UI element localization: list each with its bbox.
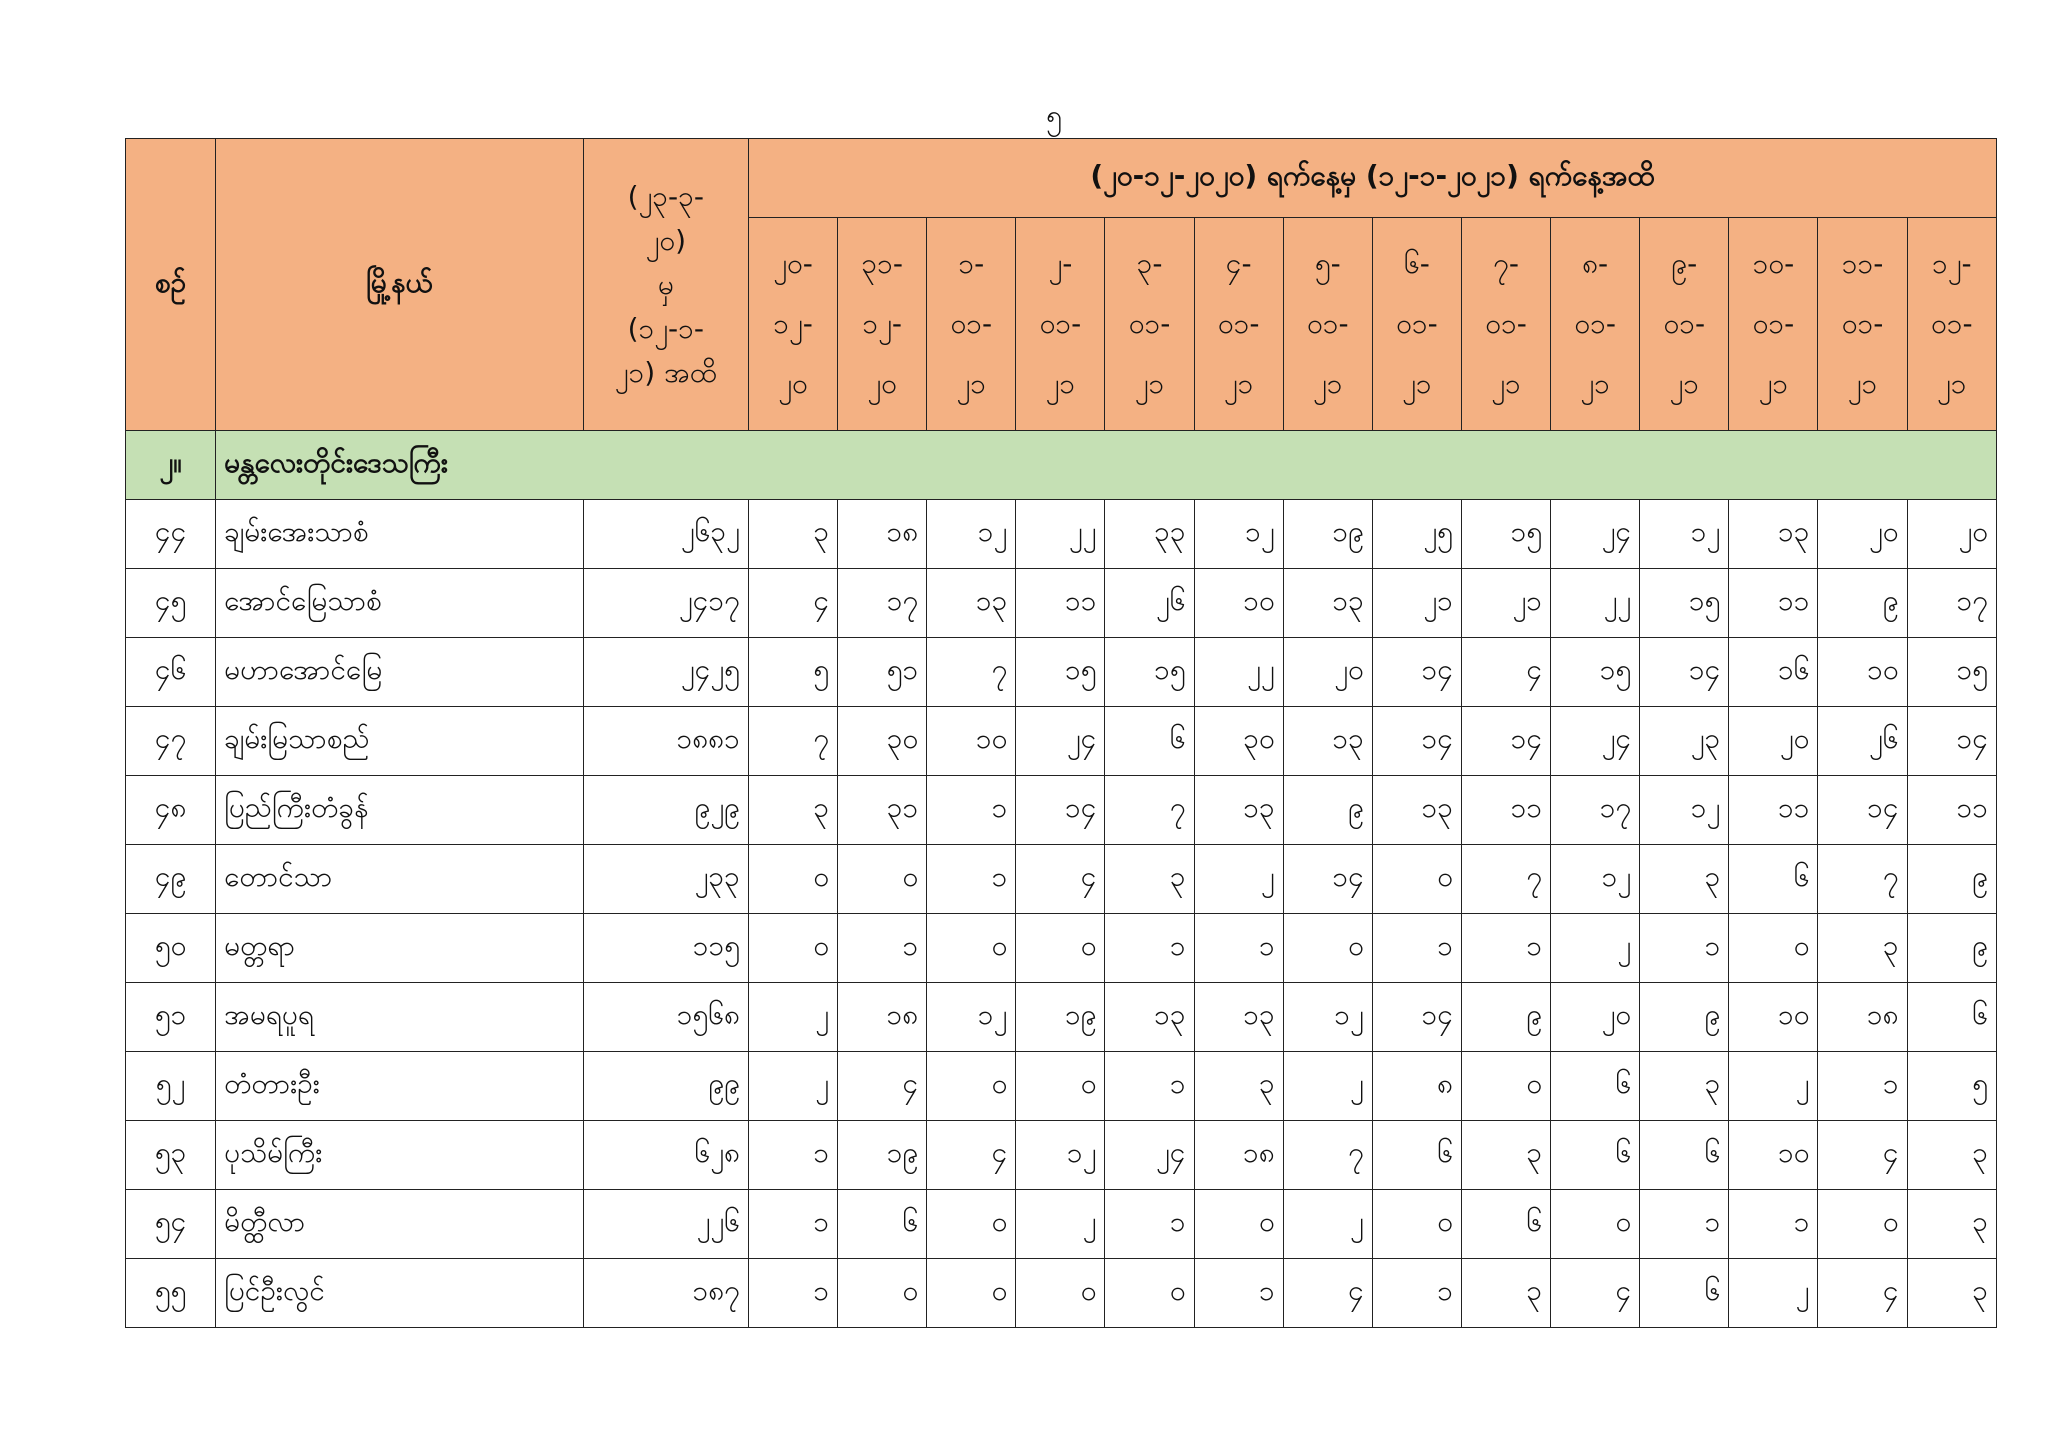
header-period: (၂၀-၁၂-၂၀၂၀) ရက်နေ့မှ (၁၂-၁-၂၀၂၁) ရက်နေ့အထိ bbox=[748, 139, 1996, 218]
row-daily-value: ၁၅ bbox=[1105, 638, 1194, 707]
row-daily-value: ၂၀ bbox=[1551, 983, 1640, 1052]
row-daily-value: ၁၄ bbox=[1016, 776, 1105, 845]
row-daily-value: ၇ bbox=[927, 638, 1016, 707]
row-daily-value: ၁၅ bbox=[1016, 638, 1105, 707]
row-daily-value: ၆ bbox=[838, 1190, 927, 1259]
header-cumulative-range bbox=[583, 139, 748, 431]
date-line: ၂၁ bbox=[1045, 367, 1076, 400]
row-daily-value: ၂၁ bbox=[1372, 569, 1461, 638]
row-daily-value: ၂ bbox=[748, 1052, 837, 1121]
row-daily-value: ၁၂ bbox=[1016, 1121, 1105, 1190]
row-daily-value: ၁ bbox=[927, 776, 1016, 845]
row-daily-value: ၁၁ bbox=[1461, 776, 1550, 845]
row-daily-value: ၂ bbox=[1551, 914, 1640, 983]
date-line: ၇- bbox=[1493, 247, 1519, 280]
row-daily-value: ၁ bbox=[1818, 1052, 1907, 1121]
date-line: ၂၁ bbox=[1937, 367, 1967, 400]
row-daily-value: ၀ bbox=[1372, 1190, 1461, 1259]
date-line: ၀၁- bbox=[1396, 307, 1438, 340]
header-date-1 bbox=[748, 218, 837, 431]
date-line: ၂၀ bbox=[778, 367, 808, 400]
table-row bbox=[126, 1259, 1997, 1328]
row-daily-value: ၁၉ bbox=[1283, 500, 1372, 569]
row-daily-value: ၄ bbox=[838, 1052, 927, 1121]
row-township: မတ္တရာ bbox=[216, 914, 584, 983]
date-line: ၆- bbox=[1403, 247, 1430, 280]
date-line: ၁၁- bbox=[1841, 247, 1884, 280]
row-daily-value: ၁၁ bbox=[1729, 776, 1818, 845]
row-daily-value: ၁၅ bbox=[1461, 500, 1550, 569]
table-row bbox=[126, 1052, 1997, 1121]
date-line: ၂၁ bbox=[1758, 367, 1789, 400]
row-total: ၉၂၉ bbox=[583, 776, 748, 845]
row-daily-value: ၁၃ bbox=[1283, 569, 1372, 638]
row-daily-value: ၀ bbox=[1372, 845, 1461, 914]
row-daily-value: ၇ bbox=[1283, 1121, 1372, 1190]
row-daily-value: ၁၀ bbox=[1729, 983, 1818, 1052]
row-daily-value: ၁ bbox=[748, 1190, 837, 1259]
row-daily-value: ၁ bbox=[1729, 1190, 1818, 1259]
row-daily-value: ၀ bbox=[838, 1259, 927, 1328]
row-daily-value: ၃၃ bbox=[1105, 500, 1194, 569]
table-row bbox=[126, 1121, 1997, 1190]
row-daily-value: ၁ bbox=[1105, 1190, 1194, 1259]
row-daily-value: ၁ bbox=[1194, 1259, 1283, 1328]
row-daily-value: ၆ bbox=[1907, 983, 1996, 1052]
row-daily-value: ၄ bbox=[1551, 1259, 1640, 1328]
row-daily-value: ၁၂ bbox=[1194, 500, 1283, 569]
row-daily-value: ၁၈ bbox=[1818, 983, 1907, 1052]
row-daily-value: ၂၁ bbox=[1461, 569, 1550, 638]
row-daily-value: ၁၃ bbox=[1372, 776, 1461, 845]
row-total: ၁၁၅ bbox=[583, 914, 748, 983]
row-total: ၂၃၃ bbox=[583, 845, 748, 914]
row-daily-value: ၁၂ bbox=[1640, 776, 1729, 845]
row-daily-value: ၁ bbox=[748, 1121, 837, 1190]
row-daily-value: ၇ bbox=[748, 707, 837, 776]
row-daily-value: ၀ bbox=[1729, 914, 1818, 983]
date-line: ၂၁ bbox=[1223, 367, 1254, 400]
row-daily-value: ၁ bbox=[1461, 914, 1550, 983]
row-daily-value: ၀ bbox=[927, 1259, 1016, 1328]
range-line: ၂၁) အထိ bbox=[614, 355, 717, 389]
row-daily-value: ၆ bbox=[1551, 1052, 1640, 1121]
row-daily-value: ၈ bbox=[1372, 1052, 1461, 1121]
date-line: ၄- bbox=[1225, 247, 1252, 280]
row-daily-value: ၁၄ bbox=[1372, 638, 1461, 707]
table-row bbox=[126, 983, 1997, 1052]
row-daily-value: ၃ bbox=[1461, 1259, 1550, 1328]
row-daily-value: ၁၁ bbox=[1729, 569, 1818, 638]
date-line: ၂- bbox=[1048, 247, 1073, 280]
row-daily-value: ၇ bbox=[1818, 845, 1907, 914]
row-daily-value: ၂၆ bbox=[1818, 707, 1907, 776]
date-line: ၂၀- bbox=[773, 247, 813, 280]
row-daily-value: ၀ bbox=[1016, 914, 1105, 983]
row-daily-value: ၁၇ bbox=[838, 569, 927, 638]
row-serial: ၅၂ bbox=[126, 1052, 216, 1121]
row-daily-value: ၃ bbox=[1907, 1259, 1996, 1328]
row-serial: ၅၃ bbox=[126, 1121, 216, 1190]
row-daily-value: ၁၉ bbox=[838, 1121, 927, 1190]
row-daily-value: ၂၂ bbox=[1194, 638, 1283, 707]
date-line: ၂၁ bbox=[1847, 367, 1878, 400]
row-daily-value: ၁၇ bbox=[1551, 776, 1640, 845]
date-line: ၂၁ bbox=[956, 367, 986, 400]
date-line: ၀၁- bbox=[1574, 307, 1616, 340]
row-township: မဟာအောင်မြေ bbox=[216, 638, 584, 707]
row-daily-value: ၁၀ bbox=[1729, 1121, 1818, 1190]
row-daily-value: ၆ bbox=[1372, 1121, 1461, 1190]
row-daily-value: ၅၁ bbox=[838, 638, 927, 707]
row-daily-value: ၁ bbox=[1640, 914, 1729, 983]
region-name: မန္တလေးတိုင်းဒေသကြီး bbox=[216, 431, 1997, 500]
date-line: ၀၁- bbox=[1930, 307, 1973, 340]
row-daily-value: ၂၃ bbox=[1640, 707, 1729, 776]
row-daily-value: ၁၄ bbox=[1461, 707, 1550, 776]
table-row bbox=[126, 707, 1997, 776]
row-daily-value: ၁၂ bbox=[927, 983, 1016, 1052]
date-line: ၁၂- bbox=[773, 307, 813, 340]
row-total: ၁၅၆၈ bbox=[583, 983, 748, 1052]
row-daily-value: ၀ bbox=[1016, 1052, 1105, 1121]
row-daily-value: ၂၄ bbox=[1551, 707, 1640, 776]
date-line: ၂၁ bbox=[1669, 367, 1699, 400]
table-row bbox=[126, 845, 1997, 914]
row-daily-value: ၁၄ bbox=[1283, 845, 1372, 914]
row-daily-value: ၁၂ bbox=[1283, 983, 1372, 1052]
row-daily-value: ၀ bbox=[927, 914, 1016, 983]
row-daily-value: ၃၁ bbox=[838, 776, 927, 845]
date-line: ၀၁- bbox=[1841, 307, 1884, 340]
row-daily-value: ၁၃ bbox=[927, 569, 1016, 638]
row-daily-value: ၁၀ bbox=[1194, 569, 1283, 638]
date-line: ၅- bbox=[1314, 247, 1341, 280]
row-total: ၂၄၁၇ bbox=[583, 569, 748, 638]
date-line: ၈- bbox=[1582, 247, 1609, 280]
row-daily-value: ၂၂ bbox=[1551, 569, 1640, 638]
row-daily-value: ၂၄ bbox=[1105, 1121, 1194, 1190]
row-daily-value: ၂၀ bbox=[1907, 500, 1996, 569]
row-daily-value: ၄ bbox=[1016, 845, 1105, 914]
row-daily-value: ၀ bbox=[927, 1052, 1016, 1121]
row-daily-value: ၁၅ bbox=[1907, 638, 1996, 707]
row-daily-value: ၁၃ bbox=[1283, 707, 1372, 776]
date-line: ၂၀ bbox=[867, 367, 897, 400]
row-total: ၉၉ bbox=[583, 1052, 748, 1121]
range-line: မှ bbox=[657, 267, 674, 301]
row-serial: ၄၇ bbox=[126, 707, 216, 776]
header-date-6 bbox=[1194, 218, 1283, 431]
row-daily-value: ၁ bbox=[1105, 914, 1194, 983]
row-daily-value: ၁၅ bbox=[1640, 569, 1729, 638]
row-daily-value: ၁ bbox=[1105, 1052, 1194, 1121]
row-daily-value: ၃ bbox=[1194, 1052, 1283, 1121]
date-line: ၉- bbox=[1671, 247, 1698, 280]
header-date-9 bbox=[1461, 218, 1550, 431]
row-total: ၂၂၆ bbox=[583, 1190, 748, 1259]
row-daily-value: ၀ bbox=[1194, 1190, 1283, 1259]
header-date-5 bbox=[1105, 218, 1194, 431]
row-daily-value: ၄ bbox=[1283, 1259, 1372, 1328]
date-line: ၃- bbox=[1136, 247, 1163, 280]
row-daily-value: ၁၄ bbox=[1640, 638, 1729, 707]
header-date-8 bbox=[1372, 218, 1461, 431]
range-line: ၂၀) bbox=[645, 223, 687, 257]
row-daily-value: ၃ bbox=[1818, 914, 1907, 983]
row-serial: ၄၉ bbox=[126, 845, 216, 914]
row-daily-value: ၉ bbox=[1283, 776, 1372, 845]
row-daily-value: ၃ bbox=[748, 500, 837, 569]
header-date-13 bbox=[1818, 218, 1907, 431]
table-row bbox=[126, 500, 1997, 569]
row-daily-value: ၃ bbox=[1907, 1121, 1996, 1190]
row-daily-value: ၂ bbox=[1194, 845, 1283, 914]
row-daily-value: ၃၀ bbox=[838, 707, 927, 776]
row-daily-value: ၁၃ bbox=[1729, 500, 1818, 569]
row-daily-value: ၂ bbox=[1283, 1190, 1372, 1259]
row-total: ၂၄၂၅ bbox=[583, 638, 748, 707]
row-daily-value: ၆ bbox=[1105, 707, 1194, 776]
row-daily-value: ၁၈ bbox=[1194, 1121, 1283, 1190]
date-line: ၀၁- bbox=[1217, 307, 1260, 340]
row-daily-value: ၁ bbox=[1194, 914, 1283, 983]
table-row bbox=[126, 638, 1997, 707]
row-township: ပြင်ဦးလွင် bbox=[216, 1259, 584, 1328]
row-daily-value: ၃ bbox=[1640, 1052, 1729, 1121]
row-daily-value: ၁ bbox=[1640, 1190, 1729, 1259]
row-township: တံတားဦး bbox=[216, 1052, 584, 1121]
row-daily-value: ၂၂ bbox=[1016, 500, 1105, 569]
row-township: ပြည်ကြီးတံခွန် bbox=[216, 776, 584, 845]
row-daily-value: ၃ bbox=[1105, 845, 1194, 914]
row-daily-value: ၂ bbox=[1729, 1052, 1818, 1121]
date-line: ၁၂- bbox=[862, 307, 902, 340]
row-daily-value: ၀ bbox=[838, 845, 927, 914]
row-serial: ၅၅ bbox=[126, 1259, 216, 1328]
page-number: ၅ bbox=[1046, 99, 1062, 132]
row-daily-value: ၀ bbox=[927, 1190, 1016, 1259]
row-daily-value: ၁၄ bbox=[1907, 707, 1996, 776]
row-daily-value: ၃ bbox=[1640, 845, 1729, 914]
row-daily-value: ၄ bbox=[1818, 1259, 1907, 1328]
date-line: ၀၁- bbox=[1752, 307, 1795, 340]
row-daily-value: ၉ bbox=[1461, 983, 1550, 1052]
row-daily-value: ၁၂ bbox=[1551, 845, 1640, 914]
covid-cases-table bbox=[125, 138, 1997, 1328]
row-daily-value: ၉ bbox=[1907, 845, 1996, 914]
row-daily-value: ၂၆ bbox=[1105, 569, 1194, 638]
row-daily-value: ၆ bbox=[1729, 845, 1818, 914]
header-date-2 bbox=[838, 218, 927, 431]
row-daily-value: ၁ bbox=[927, 845, 1016, 914]
range-line: (၂၃-၃- bbox=[627, 179, 704, 213]
table-header bbox=[126, 139, 1997, 431]
header-date-11 bbox=[1640, 218, 1729, 431]
row-daily-value: ၁၄ bbox=[1818, 776, 1907, 845]
row-daily-value: ၆ bbox=[1551, 1121, 1640, 1190]
row-daily-value: ၁၄ bbox=[1372, 707, 1461, 776]
row-daily-value: ၂၅ bbox=[1372, 500, 1461, 569]
row-daily-value: ၃ bbox=[1907, 1190, 1996, 1259]
row-serial: ၄၄ bbox=[126, 500, 216, 569]
row-daily-value: ၁ bbox=[1372, 914, 1461, 983]
row-daily-value: ၃ bbox=[1461, 1121, 1550, 1190]
range-line: (၁၂-၁- bbox=[627, 311, 704, 345]
row-total: ၂၆၃၂ bbox=[583, 500, 748, 569]
row-daily-value: ၅ bbox=[748, 638, 837, 707]
date-line: ၂၁ bbox=[1580, 367, 1610, 400]
row-serial: ၅၀ bbox=[126, 914, 216, 983]
header-date-12 bbox=[1729, 218, 1818, 431]
header-serial: စဉ် bbox=[126, 139, 216, 431]
row-daily-value: ၂ bbox=[1283, 1052, 1372, 1121]
row-daily-value: ၀ bbox=[1461, 1052, 1550, 1121]
row-daily-value: ၁၀ bbox=[1818, 638, 1907, 707]
row-daily-value: ၁၂ bbox=[927, 500, 1016, 569]
row-daily-value: ၄ bbox=[748, 569, 837, 638]
row-daily-value: ၄ bbox=[1461, 638, 1550, 707]
row-daily-value: ၉ bbox=[1640, 983, 1729, 1052]
row-daily-value: ၆ bbox=[1640, 1121, 1729, 1190]
date-line: ၀၁- bbox=[1128, 307, 1171, 340]
header-date-14 bbox=[1907, 218, 1996, 431]
table-row bbox=[126, 569, 1997, 638]
row-township: အောင်မြေသာစံ bbox=[216, 569, 584, 638]
row-daily-value: ၇ bbox=[1105, 776, 1194, 845]
row-daily-value: ၀ bbox=[748, 845, 837, 914]
row-daily-value: ၀ bbox=[1551, 1190, 1640, 1259]
row-daily-value: ၁၈ bbox=[838, 983, 927, 1052]
row-daily-value: ၉ bbox=[1818, 569, 1907, 638]
row-daily-value: ၁၂ bbox=[1640, 500, 1729, 569]
date-line: ၂၁ bbox=[1402, 367, 1432, 400]
row-serial: ၄၅ bbox=[126, 569, 216, 638]
date-line: ၁၂- bbox=[1931, 247, 1972, 280]
row-daily-value: ၁၆ bbox=[1729, 638, 1818, 707]
row-serial: ၄၈ bbox=[126, 776, 216, 845]
header-township: မြို့နယ် bbox=[216, 139, 584, 431]
date-line: ၁- bbox=[958, 247, 985, 280]
row-daily-value: ၂၄ bbox=[1016, 707, 1105, 776]
date-line: ၂၁ bbox=[1312, 367, 1343, 400]
date-line: ၀၁- bbox=[1485, 307, 1527, 340]
row-daily-value: ၄ bbox=[1818, 1121, 1907, 1190]
row-daily-value: ၉ bbox=[1907, 914, 1996, 983]
table-body bbox=[126, 431, 1997, 1328]
row-daily-value: ၀ bbox=[1283, 914, 1372, 983]
row-daily-value: ၁၇ bbox=[1907, 569, 1996, 638]
row-daily-value: ၁၁ bbox=[1907, 776, 1996, 845]
row-daily-value: ၁ bbox=[748, 1259, 837, 1328]
row-serial: ၅၄ bbox=[126, 1190, 216, 1259]
row-daily-value: ၁၅ bbox=[1551, 638, 1640, 707]
row-township: ပုသိမ်ကြီး bbox=[216, 1121, 584, 1190]
row-daily-value: ၆ bbox=[1461, 1190, 1550, 1259]
row-township: မိတ္ထီလာ bbox=[216, 1190, 584, 1259]
header-date-3 bbox=[927, 218, 1016, 431]
row-daily-value: ၁၃ bbox=[1105, 983, 1194, 1052]
header-date-4 bbox=[1016, 218, 1105, 431]
row-daily-value: ၁၀ bbox=[927, 707, 1016, 776]
row-township: ချမ်းအေးသာစံ bbox=[216, 500, 584, 569]
row-daily-value: ၂ bbox=[1729, 1259, 1818, 1328]
row-daily-value: ၁၄ bbox=[1372, 983, 1461, 1052]
row-daily-value: ၁၉ bbox=[1016, 983, 1105, 1052]
date-line: ၀၁- bbox=[950, 307, 993, 340]
row-daily-value: ၅ bbox=[1907, 1052, 1996, 1121]
row-daily-value: ၇ bbox=[1461, 845, 1550, 914]
row-daily-value: ၁၈ bbox=[838, 500, 927, 569]
row-daily-value: ၀ bbox=[748, 914, 837, 983]
row-daily-value: ၀ bbox=[1016, 1259, 1105, 1328]
row-daily-value: ၄ bbox=[927, 1121, 1016, 1190]
row-daily-value: ၃ bbox=[748, 776, 837, 845]
row-daily-value: ၀ bbox=[1818, 1190, 1907, 1259]
date-line: ၀၁- bbox=[1306, 307, 1349, 340]
row-serial: ၅၁ bbox=[126, 983, 216, 1052]
date-line: ၂၁ bbox=[1491, 367, 1521, 400]
header-date-10 bbox=[1551, 218, 1640, 431]
row-daily-value: ၃၀ bbox=[1194, 707, 1283, 776]
row-daily-value: ၁၃ bbox=[1194, 776, 1283, 845]
row-daily-value: ၂၀ bbox=[1283, 638, 1372, 707]
date-line: ၃၁- bbox=[861, 247, 903, 280]
row-serial: ၄၆ bbox=[126, 638, 216, 707]
row-daily-value: ၆ bbox=[1640, 1259, 1729, 1328]
table-row bbox=[126, 776, 1997, 845]
row-daily-value: ၂၀ bbox=[1729, 707, 1818, 776]
row-daily-value: ၂၀ bbox=[1818, 500, 1907, 569]
table-row bbox=[126, 1190, 1997, 1259]
table-row bbox=[126, 914, 1997, 983]
row-daily-value: ၀ bbox=[1105, 1259, 1194, 1328]
row-daily-value: ၁ bbox=[838, 914, 927, 983]
date-line: ၂၁ bbox=[1134, 367, 1165, 400]
header-date-7 bbox=[1283, 218, 1372, 431]
row-daily-value: ၂၄ bbox=[1551, 500, 1640, 569]
region-serial: ၂။ bbox=[126, 431, 216, 500]
row-township: ချမ်းမြသာစည် bbox=[216, 707, 584, 776]
date-line: ၀၁- bbox=[1663, 307, 1706, 340]
region-row bbox=[126, 431, 1997, 500]
row-daily-value: ၁၁ bbox=[1016, 569, 1105, 638]
date-line: ၀၁- bbox=[1039, 307, 1082, 340]
row-daily-value: ၂ bbox=[748, 983, 837, 1052]
row-daily-value: ၁ bbox=[1372, 1259, 1461, 1328]
row-total: ၁၈၈၁ bbox=[583, 707, 748, 776]
row-daily-value: ၁၃ bbox=[1194, 983, 1283, 1052]
row-daily-value: ၂ bbox=[1016, 1190, 1105, 1259]
row-township: အမရပူရ bbox=[216, 983, 584, 1052]
row-total: ၁၈၇ bbox=[583, 1259, 748, 1328]
row-total: ၆၂၈ bbox=[583, 1121, 748, 1190]
date-line: ၁၀- bbox=[1752, 247, 1795, 280]
row-township: တောင်သာ bbox=[216, 845, 584, 914]
